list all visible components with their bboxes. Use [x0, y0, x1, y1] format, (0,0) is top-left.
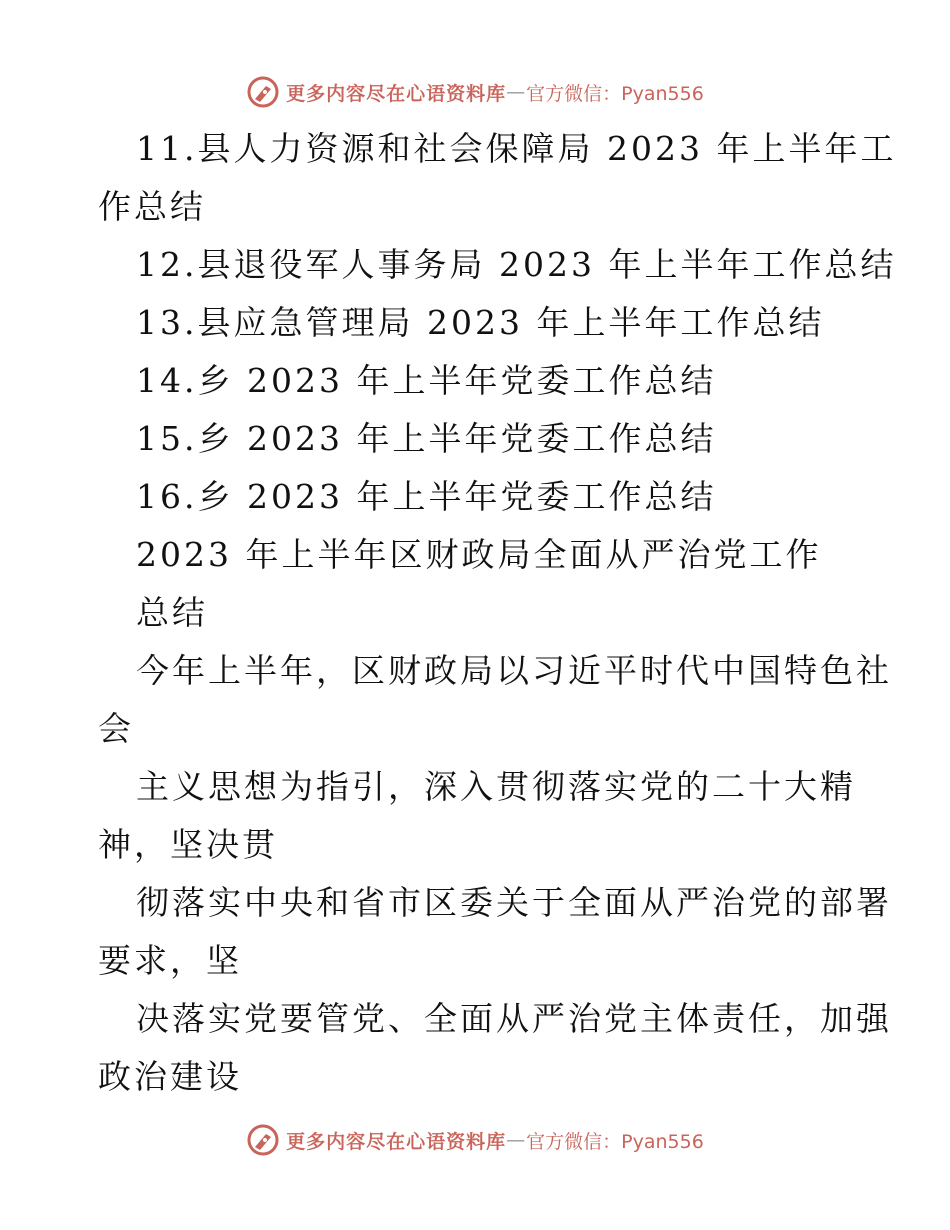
watermark-contact: 官方微信：Pyan556	[526, 1130, 704, 1153]
paragraph-line: 要求，坚	[98, 941, 242, 980]
document-body	[98, 120, 897, 1106]
paragraph-line: 会	[98, 709, 134, 748]
pen-nib-circle-logo-icon	[246, 75, 280, 109]
watermark-brand: 更多内容尽在心语资料库	[286, 82, 507, 105]
watermark-separator: —	[506, 81, 527, 103]
text-line: 13.县应急管理局 2023 年上半年工作总结	[136, 303, 825, 342]
text-line: 12.县退役军人事务局 2023 年上半年工作总结	[136, 245, 897, 284]
watermark-brand: 更多内容尽在心语资料库	[286, 1130, 507, 1153]
section-title-line: 2023 年上半年区财政局全面从严治党工作	[136, 535, 822, 574]
pen-nib-circle-logo-icon	[246, 1123, 280, 1157]
text-line: 作总结	[98, 187, 206, 226]
paragraph-line: 彻落实中央和省市区委关于全面从严治党的部署	[136, 883, 892, 922]
text-line: 15.乡 2023 年上半年党委工作总结	[136, 419, 717, 458]
section-title-line: 总结	[136, 593, 208, 632]
paragraph-line: 政治建设	[98, 1057, 242, 1096]
paragraph-line: 今年上半年，区财政局以习近平时代中国特色社	[136, 651, 892, 690]
paragraph-line: 决落实党要管党、全面从严治党主体责任，加强	[136, 999, 892, 1038]
watermark-separator: —	[506, 1129, 527, 1151]
text-line: 16.乡 2023 年上半年党委工作总结	[136, 477, 717, 516]
watermark-contact: 官方微信：Pyan556	[526, 82, 704, 105]
header-watermark	[0, 70, 950, 114]
paragraph-line: 主义思想为指引，深入贯彻落实党的二十大精	[136, 767, 856, 806]
text-line: 11.县人力资源和社会保障局 2023 年上半年工	[136, 129, 897, 168]
text-line: 14.乡 2023 年上半年党委工作总结	[136, 361, 717, 400]
footer-watermark	[0, 1118, 950, 1162]
paragraph-line: 神，坚决贯	[98, 825, 278, 864]
